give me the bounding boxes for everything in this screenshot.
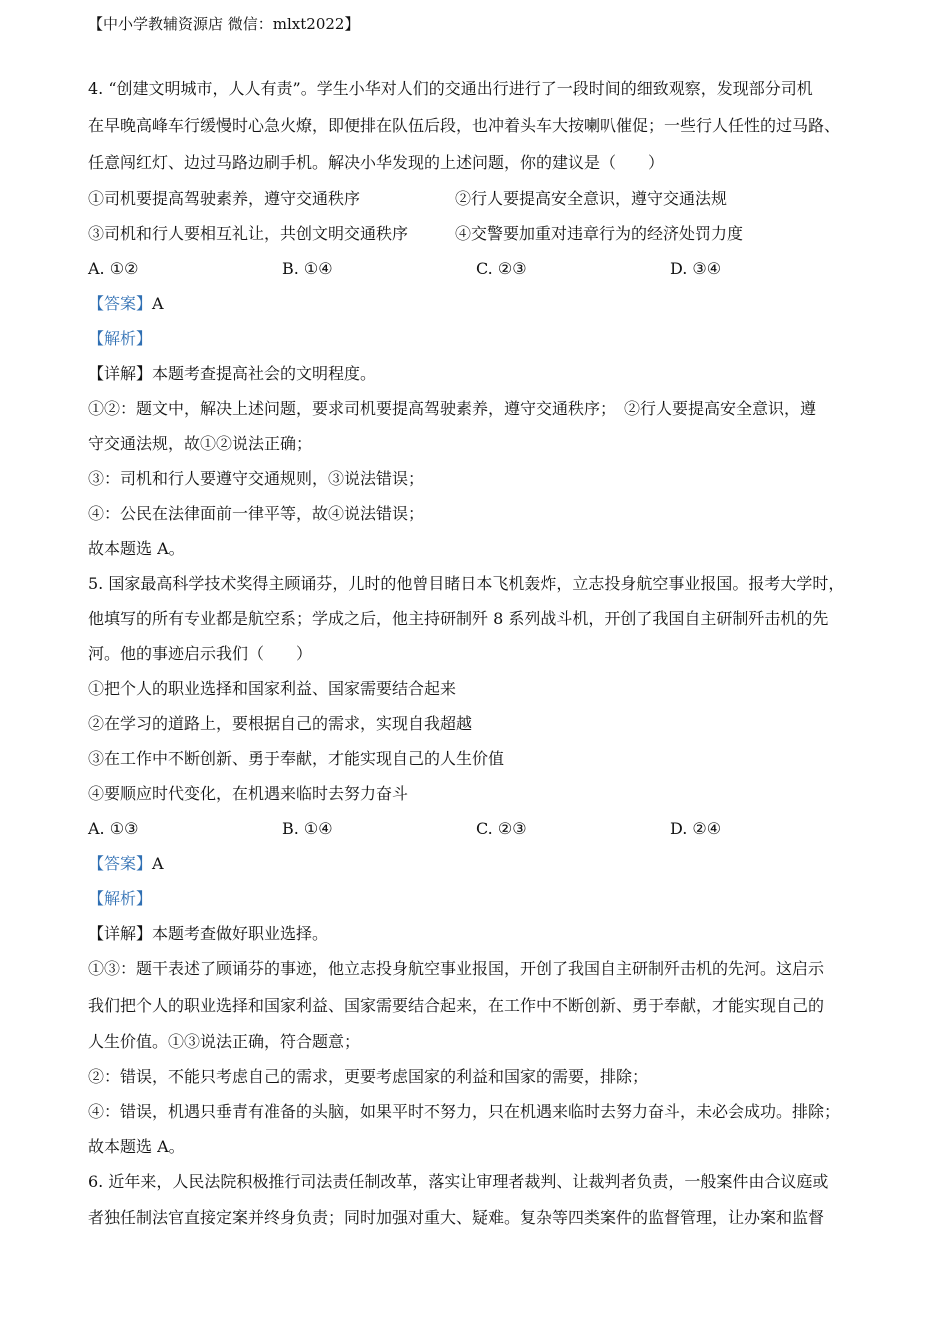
option-c: C. ②③ bbox=[476, 259, 527, 278]
question-stem-line: 6. 近年来，人民法院积极推行司法责任制改革，落实让审理者裁判、让裁判者负责，一般案件由合议庭或 bbox=[88, 1172, 829, 1191]
detail-line: 我们把个人的职业选择和国家利益、国家需要结合起来，在工作中不断创新、勇于奉献，才能实现自己的 bbox=[88, 996, 825, 1015]
statement: ④交警要加重对违章行为的经济处罚力度 bbox=[455, 224, 744, 243]
answer-line bbox=[88, 846, 873, 881]
detail-line: 故本题选 A。 bbox=[88, 539, 185, 558]
question-stem-line: 他填写的所有专业都是航空系；学成之后，他主持研制歼 8 系列战斗机，开创了我国自主研制歼击机的先 bbox=[88, 609, 829, 628]
detail-line: ③：司机和行人要遵守交通规则，③说法错误； bbox=[88, 469, 425, 488]
statement: ②行人要提高安全意识，遵守交通法规 bbox=[455, 189, 728, 208]
question-6 bbox=[88, 1164, 873, 1236]
answer-tag: 【答案】 bbox=[88, 854, 153, 873]
option-c: C. ②③ bbox=[476, 819, 527, 838]
question-5 bbox=[88, 566, 873, 1164]
answer-options bbox=[88, 811, 873, 846]
question-stem-line: 任意闯红灯、边过马路边刷手机。解决小华发现的上述问题，你的建议是（ ） bbox=[88, 153, 665, 172]
answer-options bbox=[88, 251, 873, 286]
answer-value: A bbox=[152, 294, 164, 313]
detail-line: ①②：题文中，解决上述问题，要求司机要提高驾驶素养，遵守交通秩序； ②行人要提高安全意识，遵 bbox=[88, 399, 817, 418]
detail-line: ④：公民在法律面前一律平等，故④说法错误； bbox=[88, 504, 425, 523]
answer-value: A bbox=[152, 854, 164, 873]
option-d: D. ③④ bbox=[670, 259, 722, 278]
detail-line: ①③：题干表述了顾诵芬的事迹，他立志投身航空事业报国，开创了我国自主研制歼击机的先河。这启示 bbox=[88, 959, 825, 978]
option-b: B. ①④ bbox=[282, 259, 333, 278]
page-header: 【中小学教辅资源店 微信：mlxt2022】 bbox=[88, 15, 360, 33]
statement: ③在工作中不断创新、勇于奉献，才能实现自己的人生价值 bbox=[88, 749, 505, 768]
detail-line: 人生价值。①③说法正确，符合题意； bbox=[88, 1032, 361, 1051]
option-b: B. ①④ bbox=[282, 819, 333, 838]
analysis-tag: 【解析】 bbox=[88, 329, 153, 348]
question-4 bbox=[88, 70, 873, 566]
question-stem-line: 4. “创建文明城市，人人有责”。学生小华对人们的交通出行进行了一段时间的细致观察，发现部分司机 bbox=[88, 79, 813, 98]
question-stem-line: 5. 国家最高科学技术奖得主顾诵芬，儿时的他曾目睹日本飞机轰炸，立志投身航空事业报国。报考大学时， bbox=[88, 574, 845, 593]
question-stem-line: 在早晚高峰车行缓慢时心急火燎，即便排在队伍后段，也冲着头车大按喇叭催促；一些行人任性的过马路、 bbox=[88, 116, 841, 135]
detail-line: 【详解】本题考查提高社会的文明程度。 bbox=[88, 364, 377, 383]
statement: ①司机要提高驾驶素养，遵守交通秩序 bbox=[88, 189, 361, 208]
option-a: A. ①② bbox=[88, 259, 139, 278]
detail-line: 【详解】本题考查做好职业选择。 bbox=[88, 924, 329, 943]
detail-line: ②：错误，不能只考虑自己的需求，更要考虑国家的利益和国家的需要，排除； bbox=[88, 1067, 649, 1086]
answer-tag: 【答案】 bbox=[88, 294, 153, 313]
page-content bbox=[88, 70, 873, 1236]
detail-line: ④：错误，机遇只垂青有准备的头脑，如果平时不努力，只在机遇来临时去努力奋斗，未必会成功。排除； bbox=[88, 1102, 841, 1121]
question-stem-line: 河。他的事迹启示我们（ ） bbox=[88, 644, 313, 663]
option-a: A. ①③ bbox=[88, 819, 139, 838]
analysis-tag: 【解析】 bbox=[88, 889, 153, 908]
option-d: D. ②④ bbox=[670, 819, 722, 838]
answer-line bbox=[88, 286, 873, 321]
statement: ①把个人的职业选择和国家利益、国家需要结合起来 bbox=[88, 679, 457, 698]
detail-line: 故本题选 A。 bbox=[88, 1137, 185, 1156]
question-stem-line: 者独任制法官直接定案并终身负责；同时加强对重大、疑难。复杂等四类案件的监督管理，让办案和监督 bbox=[88, 1208, 825, 1227]
detail-line: 守交通法规，故①②说法正确； bbox=[88, 434, 313, 453]
statement: ②在学习的道路上，要根据自己的需求，实现自我超越 bbox=[88, 714, 473, 733]
statement: ③司机和行人要相互礼让，共创文明交通秩序 bbox=[88, 224, 409, 243]
statement: ④要顺应时代变化，在机遇来临时去努力奋斗 bbox=[88, 784, 409, 803]
